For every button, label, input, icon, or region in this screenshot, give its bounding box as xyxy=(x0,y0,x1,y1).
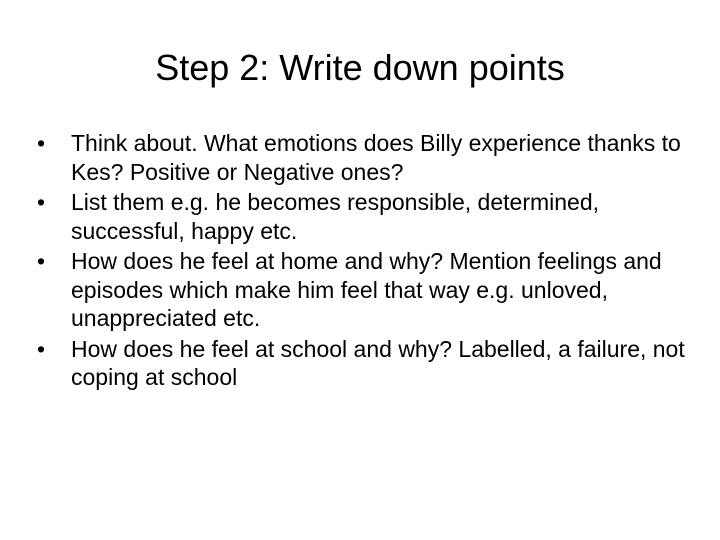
bullet-text: How does he feel at school and why? Labelled, a failure, not coping at school xyxy=(71,335,685,390)
bullet-marker: • xyxy=(36,248,46,274)
slide-title: Step 2: Write down points xyxy=(155,47,565,88)
bullet-text: Think about. What emotions does Billy experience thanks to Kes? Positive or Negative ones? xyxy=(71,130,681,185)
bullet-item xyxy=(24,335,696,392)
bullet-item xyxy=(24,129,696,186)
bullet-marker: • xyxy=(36,335,46,362)
bullet-marker: • xyxy=(36,130,46,156)
bullet-item xyxy=(24,247,696,333)
bullet-text: List them e.g. he becomes responsible, determined, successful, happy etc. xyxy=(71,189,600,244)
bullet-list xyxy=(24,129,696,394)
bullet-item xyxy=(24,188,696,245)
bullet-marker: • xyxy=(36,189,46,215)
bullet-text: How does he feel at home and why? Mention feelings and episodes which make him feel that way e.g. unloved, unappreciated etc. xyxy=(71,248,662,331)
